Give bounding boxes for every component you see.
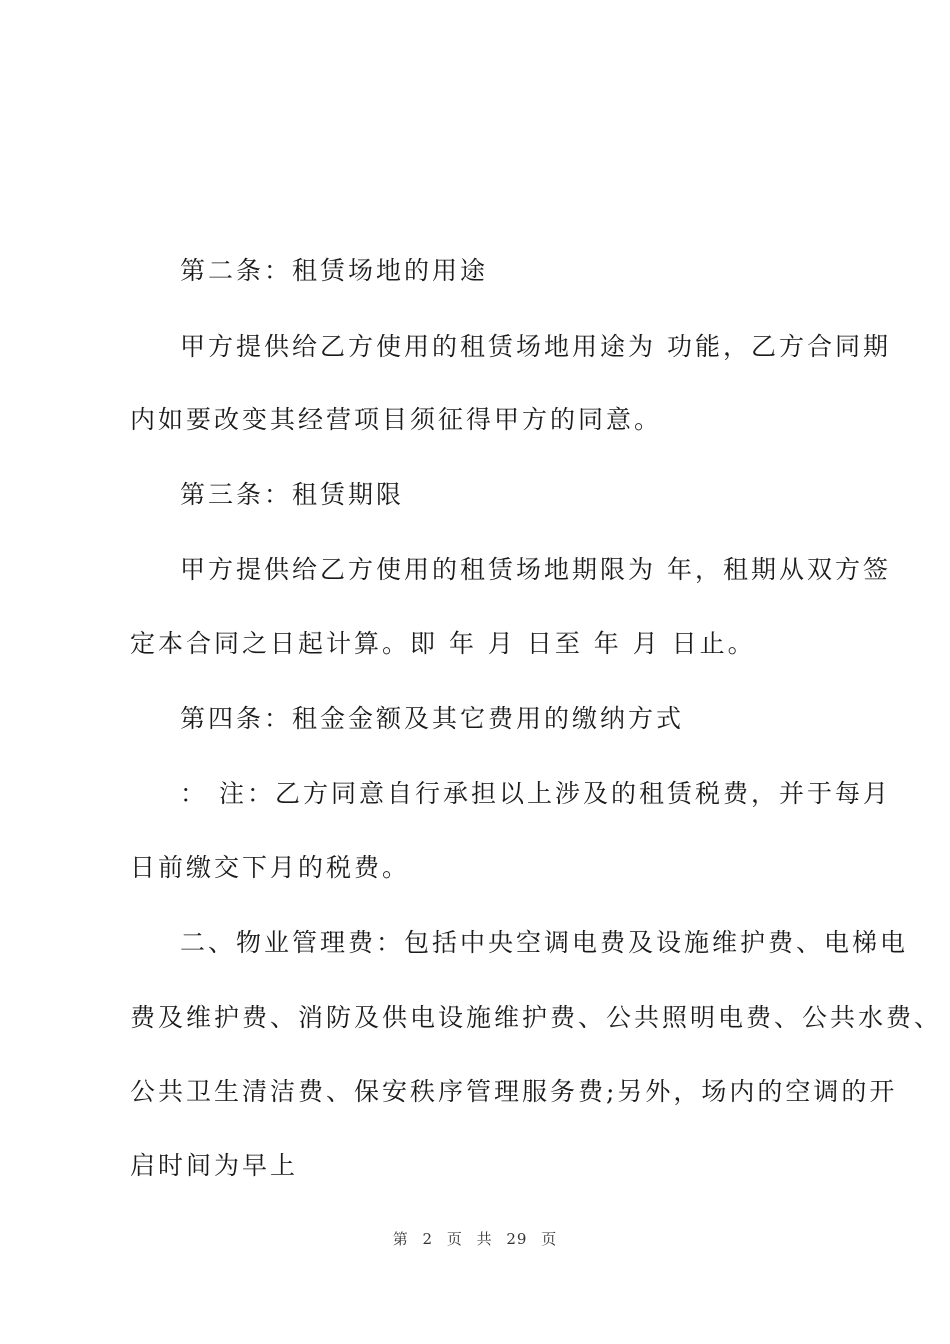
article-2-heading: 第二条：租赁场地的用途 bbox=[180, 256, 489, 285]
page-number: 第 2 页 共 29 页 bbox=[392, 1230, 558, 1248]
paragraph-line: 公共卫生清洁费、保安秩序管理服务费;另外，场内的空调的开 bbox=[130, 1077, 898, 1106]
paragraph-line: 定本合同之日起计算。即 年 月 日至 年 月 日止。 bbox=[130, 629, 756, 658]
article-3-heading: 第三条：租赁期限 bbox=[180, 480, 405, 509]
paragraph-line: 甲方提供给乙方使用的租赁场地用途为 功能，乙方合同期 bbox=[180, 332, 891, 361]
paragraph-line: 日前缴交下月的税费。 bbox=[130, 853, 411, 882]
paragraph-line: 启时间为早上 bbox=[130, 1151, 299, 1180]
article-4-heading: 第四条：租金金额及其它费用的缴纳方式 bbox=[180, 704, 685, 733]
paragraph-line: 二、物业管理费：包括中央空调电费及设施维护费、电梯电 bbox=[180, 928, 909, 957]
paragraph-line: 费及维护费、消防及供电设施维护费、公共照明电费、公共水费、 bbox=[130, 1003, 943, 1032]
paragraph-line: 甲方提供给乙方使用的租赁场地期限为 年，租期从双方签 bbox=[180, 555, 891, 584]
paragraph-line: 内如要改变其经营项目须征得甲方的同意。 bbox=[130, 405, 663, 434]
paragraph-line: ： 注：乙方同意自行承担以上涉及的租赁税费，并于每月 bbox=[180, 779, 891, 808]
